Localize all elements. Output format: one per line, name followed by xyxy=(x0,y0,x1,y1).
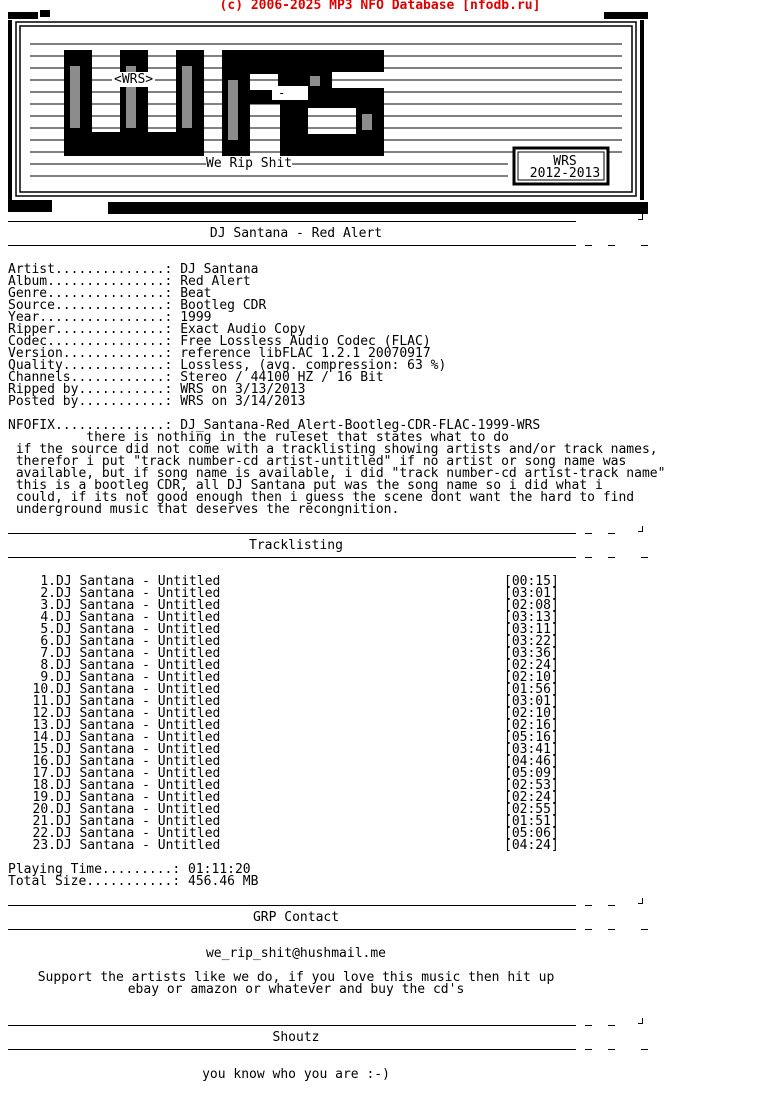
info-value: Beat xyxy=(172,286,212,301)
track-title: DJ Santana - Untitled xyxy=(56,706,221,721)
track-title: DJ Santana - Untitled xyxy=(56,838,221,853)
info-key: Source..............: xyxy=(8,298,173,313)
release-title: DJ Santana - Red Alert xyxy=(209,226,383,241)
info-key: Year................: xyxy=(8,310,173,325)
track-number: 21. xyxy=(32,814,56,829)
note-line: available, but if song name is available, i did "track number-cd artist-track name" xyxy=(8,466,666,481)
info-value: DJ Santana xyxy=(172,262,259,277)
track-number: 8. xyxy=(40,658,56,673)
track-number: 11. xyxy=(32,694,56,709)
track-duration: [05:16] xyxy=(504,730,559,745)
track-number: 1. xyxy=(40,574,56,589)
track-number: 18. xyxy=(32,778,56,793)
track-number: 4. xyxy=(40,610,56,625)
track-number: 3. xyxy=(40,598,56,613)
track-title: DJ Santana - Untitled xyxy=(56,634,221,649)
track-title: DJ Santana - Untitled xyxy=(56,802,221,817)
track-title: DJ Santana - Untitled xyxy=(56,646,221,661)
track-number: 9. xyxy=(40,670,56,685)
track-title: DJ Santana - Untitled xyxy=(56,610,221,625)
info-value: Stereo / 44100 HZ / 16 Bit xyxy=(172,370,384,385)
info-key: Artist..............: xyxy=(8,262,173,277)
track-duration: [02:24] xyxy=(504,658,559,673)
info-value: WRS on 3/13/2013 xyxy=(172,382,306,397)
divider xyxy=(8,905,576,906)
tracklisting-heading: Tracklisting xyxy=(249,538,343,553)
track-duration: [01:56] xyxy=(504,682,559,697)
track-number: 16. xyxy=(32,754,56,769)
track-duration: [00:15] xyxy=(504,574,559,589)
nfofix-key: NFOFIX..............: xyxy=(8,418,173,433)
svg-text:-: - xyxy=(278,86,286,100)
track-row xyxy=(8,840,568,852)
track-duration: [02:53] xyxy=(504,778,559,793)
playing-time-key: Playing Time.........: xyxy=(8,862,181,877)
track-number: 20. xyxy=(32,802,56,817)
track-title: DJ Santana - Untitled xyxy=(56,670,221,685)
info-value: Red Alert xyxy=(172,274,251,289)
note-line: underground music that deserves the recongnition. xyxy=(8,502,400,517)
wrs-logo xyxy=(8,10,648,216)
release-info xyxy=(8,264,446,408)
info-key: Album...............: xyxy=(8,274,173,289)
track-title: DJ Santana - Untitled xyxy=(56,622,221,637)
info-row xyxy=(8,396,446,408)
track-title: DJ Santana - Untitled xyxy=(56,814,221,829)
track-duration: [03:36] xyxy=(504,646,559,661)
total-size-line xyxy=(8,876,258,888)
tracklist xyxy=(8,576,568,852)
track-title: DJ Santana - Untitled xyxy=(56,718,221,733)
logo-small-tag: <WRS> xyxy=(114,72,154,87)
track-number: 13. xyxy=(32,718,56,733)
site-credit: (c) 2006-2025 MP3 NFO Database [nfodb.ru] xyxy=(219,0,541,13)
divider xyxy=(8,557,576,558)
track-duration: [02:10] xyxy=(504,706,559,721)
track-number: 10. xyxy=(32,682,56,697)
info-key: Quality.............: xyxy=(8,358,173,373)
track-duration: [03:01] xyxy=(504,694,559,709)
total-size-key: Total Size...........: xyxy=(8,874,181,889)
divider xyxy=(8,1025,576,1026)
track-title: DJ Santana - Untitled xyxy=(56,682,221,697)
track-duration: [03:22] xyxy=(504,634,559,649)
track-title: DJ Santana - Untitled xyxy=(56,574,221,589)
track-number: 6. xyxy=(40,634,56,649)
info-value: Free Lossless Audio Codec (FLAC) xyxy=(172,334,431,349)
note-line: there is nothing in the ruleset that states what to do xyxy=(8,430,509,445)
track-number: 2. xyxy=(40,586,56,601)
track-title: DJ Santana - Untitled xyxy=(56,790,221,805)
info-value: WRS on 3/14/2013 xyxy=(172,394,306,409)
divider xyxy=(8,1049,576,1050)
info-key: Genre...............: xyxy=(8,286,173,301)
track-duration: [02:08] xyxy=(504,598,559,613)
track-duration: [01:51] xyxy=(504,814,559,829)
track-title: DJ Santana - Untitled xyxy=(56,694,221,709)
track-title: DJ Santana - Untitled xyxy=(56,598,221,613)
divider-corner xyxy=(638,214,643,220)
total-size-value: 456.46 MB xyxy=(188,874,259,889)
info-value: Lossless, (avg. compression: 63 %) xyxy=(172,358,447,373)
track-duration: [03:11] xyxy=(504,622,559,637)
note-line: this is a bootleg CDR, all DJ Santana put was the song name so i did what i xyxy=(8,478,603,493)
divider xyxy=(8,221,576,222)
track-number: 17. xyxy=(32,766,56,781)
track-number: 15. xyxy=(32,742,56,757)
nfofix-value: DJ_Santana-Red_Alert-Bootleg-CDR-FLAC-1999-WRS xyxy=(180,418,541,433)
info-key: Version.............: xyxy=(8,346,173,361)
support-line-1: Support the artists like we do, if you love this music then hit up xyxy=(37,970,555,985)
track-duration: [02:55] xyxy=(504,802,559,817)
divider xyxy=(8,533,576,534)
shoutz-heading: Shoutz xyxy=(272,1030,320,1045)
logo-box-line1: WRS xyxy=(553,154,577,169)
track-duration: [02:24] xyxy=(504,790,559,805)
track-number: 22. xyxy=(32,826,56,841)
info-key: Posted by...........: xyxy=(8,394,173,409)
track-duration: [02:10] xyxy=(504,670,559,685)
track-title: DJ Santana - Untitled xyxy=(56,766,221,781)
contact-email: we_rip_shit@hushmail.me xyxy=(205,946,386,961)
shoutz-text: you know who you are :-) xyxy=(202,1067,390,1082)
track-duration: [04:46] xyxy=(504,754,559,769)
info-value: 1999 xyxy=(172,310,212,325)
track-number: 19. xyxy=(32,790,56,805)
info-key: Codec...............: xyxy=(8,334,173,349)
info-key: Ripped by...........: xyxy=(8,382,173,397)
track-title: DJ Santana - Untitled xyxy=(56,778,221,793)
info-key: Channels............: xyxy=(8,370,173,385)
track-duration: [05:09] xyxy=(504,766,559,781)
track-duration: [04:24] xyxy=(504,838,559,853)
track-title: DJ Santana - Untitled xyxy=(56,826,221,841)
contact-heading: GRP Contact xyxy=(252,910,340,925)
divider xyxy=(8,245,576,246)
track-title: DJ Santana - Untitled xyxy=(56,754,221,769)
track-title: DJ Santana - Untitled xyxy=(56,586,221,601)
track-duration: [03:01] xyxy=(504,586,559,601)
info-value: reference libFLAC 1.2.1 20070917 xyxy=(172,346,431,361)
track-duration: [03:41] xyxy=(504,742,559,757)
track-number: 14. xyxy=(32,730,56,745)
support-line-2: ebay or amazon or whatever and buy the cd's xyxy=(127,982,465,997)
logo-box-line2: 2012-2013 xyxy=(529,166,601,181)
info-key: Ripper..............: xyxy=(8,322,173,337)
track-number: 5. xyxy=(40,622,56,637)
note-line: therefor i put "track number-cd artist-untitled" if no artist or song name was xyxy=(8,454,627,469)
track-number: 12. xyxy=(32,706,56,721)
track-title: DJ Santana - Untitled xyxy=(56,730,221,745)
logo-tagline: We Rip Shit xyxy=(206,156,293,171)
info-value: Bootleg CDR xyxy=(172,298,267,313)
track-number: 7. xyxy=(40,646,56,661)
track-duration: [03:13] xyxy=(504,610,559,625)
note-line: if the source did not come with a tracklisting showing artists and/or track names, xyxy=(8,442,658,457)
track-duration: [05:06] xyxy=(504,826,559,841)
release-notes xyxy=(8,432,665,516)
track-number: 23. xyxy=(32,838,56,853)
track-duration: [02:16] xyxy=(504,718,559,733)
info-value: Exact Audio Copy xyxy=(172,322,306,337)
note-line: could, if its not good enough then i guess the scene dont want the hard to find xyxy=(8,490,635,505)
divider xyxy=(8,929,576,930)
track-title: DJ Santana - Untitled xyxy=(56,658,221,673)
playing-time-value: 01:11:20 xyxy=(188,862,251,877)
track-title: DJ Santana - Untitled xyxy=(56,742,221,757)
